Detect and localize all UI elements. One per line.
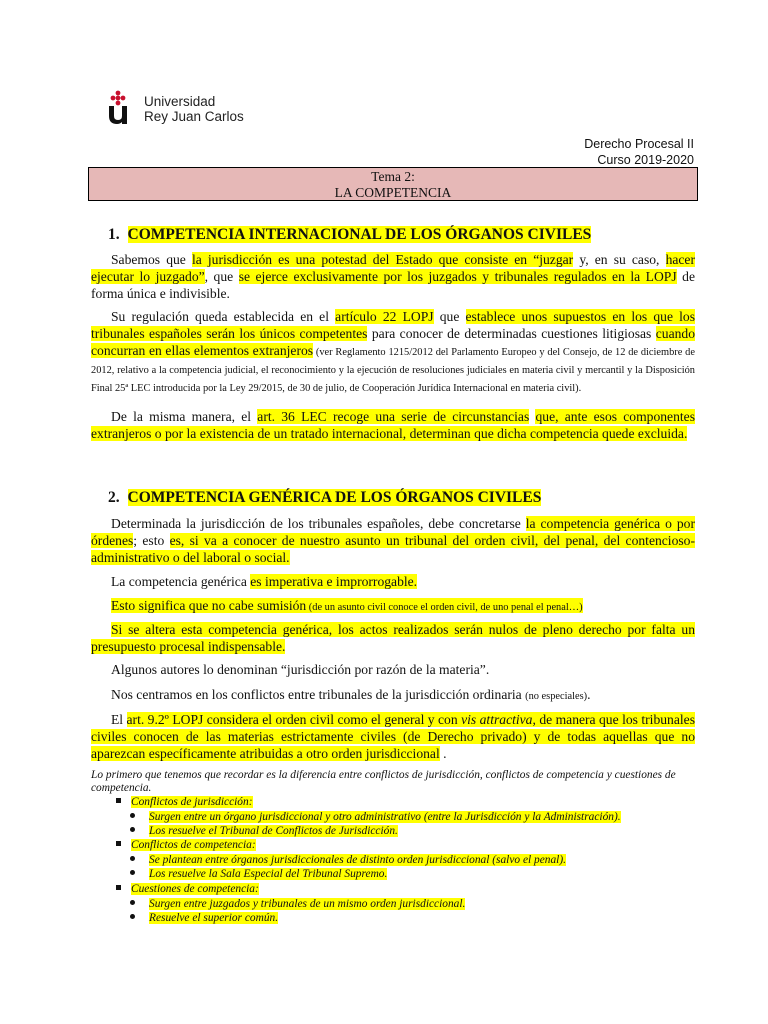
- section2-paragraph5: Algunos autores lo denominan “jurisdicción por razón de la materia”.: [111, 662, 490, 677]
- section2-paragraph1: Determinada la jurisdicción de los tribunales españoles, debe concretarse la competencia genérica o por órdenes; esto es, si va a conocer de nuestro asunto un tribunal del orden civil, del penal, del contencioso-administrativo o del laboral o social.: [91, 516, 695, 565]
- square-bullet-icon: [116, 841, 121, 846]
- notes-item1-sub1: Surgen entre un órgano jurisdiccional y otro administrativo (entre la Jurisdicción y la Administración).: [130, 811, 621, 824]
- section2-paragraph7: El art. 9.2º LOPJ considera el orden civil como el general y con vis attractiva, de manera que los tribunales civiles conocen de las materias estrictamente civiles (de Derecho privado) y de todas aquellas que no aparezcan específicamente atribuidas a otro orden jurisdiccional .: [91, 712, 695, 761]
- notes-item2-sub1: Se plantean entre órganos jurisdiccionales de distinto orden jurisdiccional (salvo el penal).: [130, 854, 566, 867]
- section1-number: 1.: [108, 226, 120, 243]
- square-bullet-icon: [116, 885, 121, 890]
- bullet-icon: [130, 813, 135, 818]
- course-info: [584, 136, 694, 168]
- notes-item3-sub2: Resuelve el superior común.: [130, 912, 278, 925]
- course-year: Curso 2019-2020: [597, 153, 694, 167]
- section2-paragraph4: Si se altera esta competencia genérica, los actos realizados serán nulos de pleno derecho por falta un presupuesto procesal indispensable.: [91, 622, 695, 654]
- notes-item2: Conflictos de competencia:: [116, 839, 256, 852]
- notes-item2-sub2: Los resuelve la Sala Especial del Tribunal Supremo.: [130, 868, 387, 881]
- bullet-icon: [130, 827, 135, 832]
- section1-paragraph3: De la misma manera, el art. 36 LEC recoge una serie de circunstancias que, ante esos componentes extranjeros o por la existencia de un tratado internacional, determinan que dicha competencia quede excluida.: [91, 409, 695, 441]
- section2-number: 2.: [108, 489, 120, 506]
- section1-paragraph1: Sabemos que la jurisdicción es una potestad del Estado que consiste en “juzgar y, en su caso, hacer ejecutar lo juzgado”, que se ejerce exclusivamente por los juzgados y tribunales regulados en la LOPJ de forma única e indivisible.: [91, 252, 695, 301]
- bullet-icon: [130, 870, 135, 875]
- bullet-icon: [130, 900, 135, 905]
- university-logo: [107, 72, 247, 128]
- notes-item3-sub1: Surgen entre juzgados y tribunales de un mismo orden jurisdiccional.: [130, 898, 465, 911]
- course-name: Derecho Procesal II: [584, 137, 694, 151]
- section2-paragraph2: La competencia genérica es imperativa e improrrogable.: [111, 574, 418, 589]
- topic-number: Tema 2:: [371, 169, 415, 184]
- bullet-icon: [130, 856, 135, 861]
- university-name: [144, 94, 244, 124]
- notes-item3: Cuestiones de competencia:: [116, 883, 259, 896]
- section1-paragraph2: Su regulación queda establecida en el artículo 22 LOPJ que establece unos supuestos en los que los tribunales españoles serán los únicos competentes para conocer de determinadas cuestiones litigiosas cuando concurran en ellas elementos extranjeros (ver Reglamento 1215/2012 del Parlamento Europeo y del Consejo, de 12 de diciembre de 2012, relativo a la competencia judicial, el reconocimiento y la ejecución de resoluciones judiciales en materia civil y mercantil y la Disposición Final 25ª LEC introducida por la Ley 29/2015, de 30 de julio, de Cooperación Jurídica Internacional en materia civil).: [91, 309, 695, 394]
- section2-heading: [108, 489, 541, 507]
- bullet-icon: [130, 914, 135, 919]
- section2-title: COMPETENCIA GENÉRICA DE LOS ÓRGANOS CIVILES: [127, 489, 542, 506]
- topic-title-box: [88, 167, 698, 201]
- section2-paragraph3: Esto significa que no cabe sumisión (de un asunto civil conoce el orden civil, de uno penal el penal…): [111, 598, 583, 613]
- section2-paragraph6: Nos centramos en los conflictos entre tribunales de la jurisdicción ordinaria (no especiales).: [111, 687, 591, 702]
- topic-title: LA COMPETENCIA: [334, 184, 452, 200]
- university-name-line2: Rey Juan Carlos: [144, 109, 244, 124]
- section1-title: COMPETENCIA INTERNACIONAL DE LOS ÓRGANOS CIVILES: [127, 226, 592, 243]
- square-bullet-icon: [116, 798, 121, 803]
- notes-item1: Conflictos de jurisdicción:: [116, 796, 253, 809]
- notes-item1-sub2: Los resuelve el Tribunal de Conflictos de Jurisdicción.: [130, 825, 398, 838]
- university-logo-icon: [107, 90, 137, 124]
- university-name-line1: Universidad: [144, 94, 216, 109]
- section1-heading: [108, 226, 591, 244]
- notes-intro: Lo primero que tenemos que recordar es la diferencia entre conflictos de jurisdicción, conflictos de competencia y cuestiones de competencia.: [91, 769, 676, 794]
